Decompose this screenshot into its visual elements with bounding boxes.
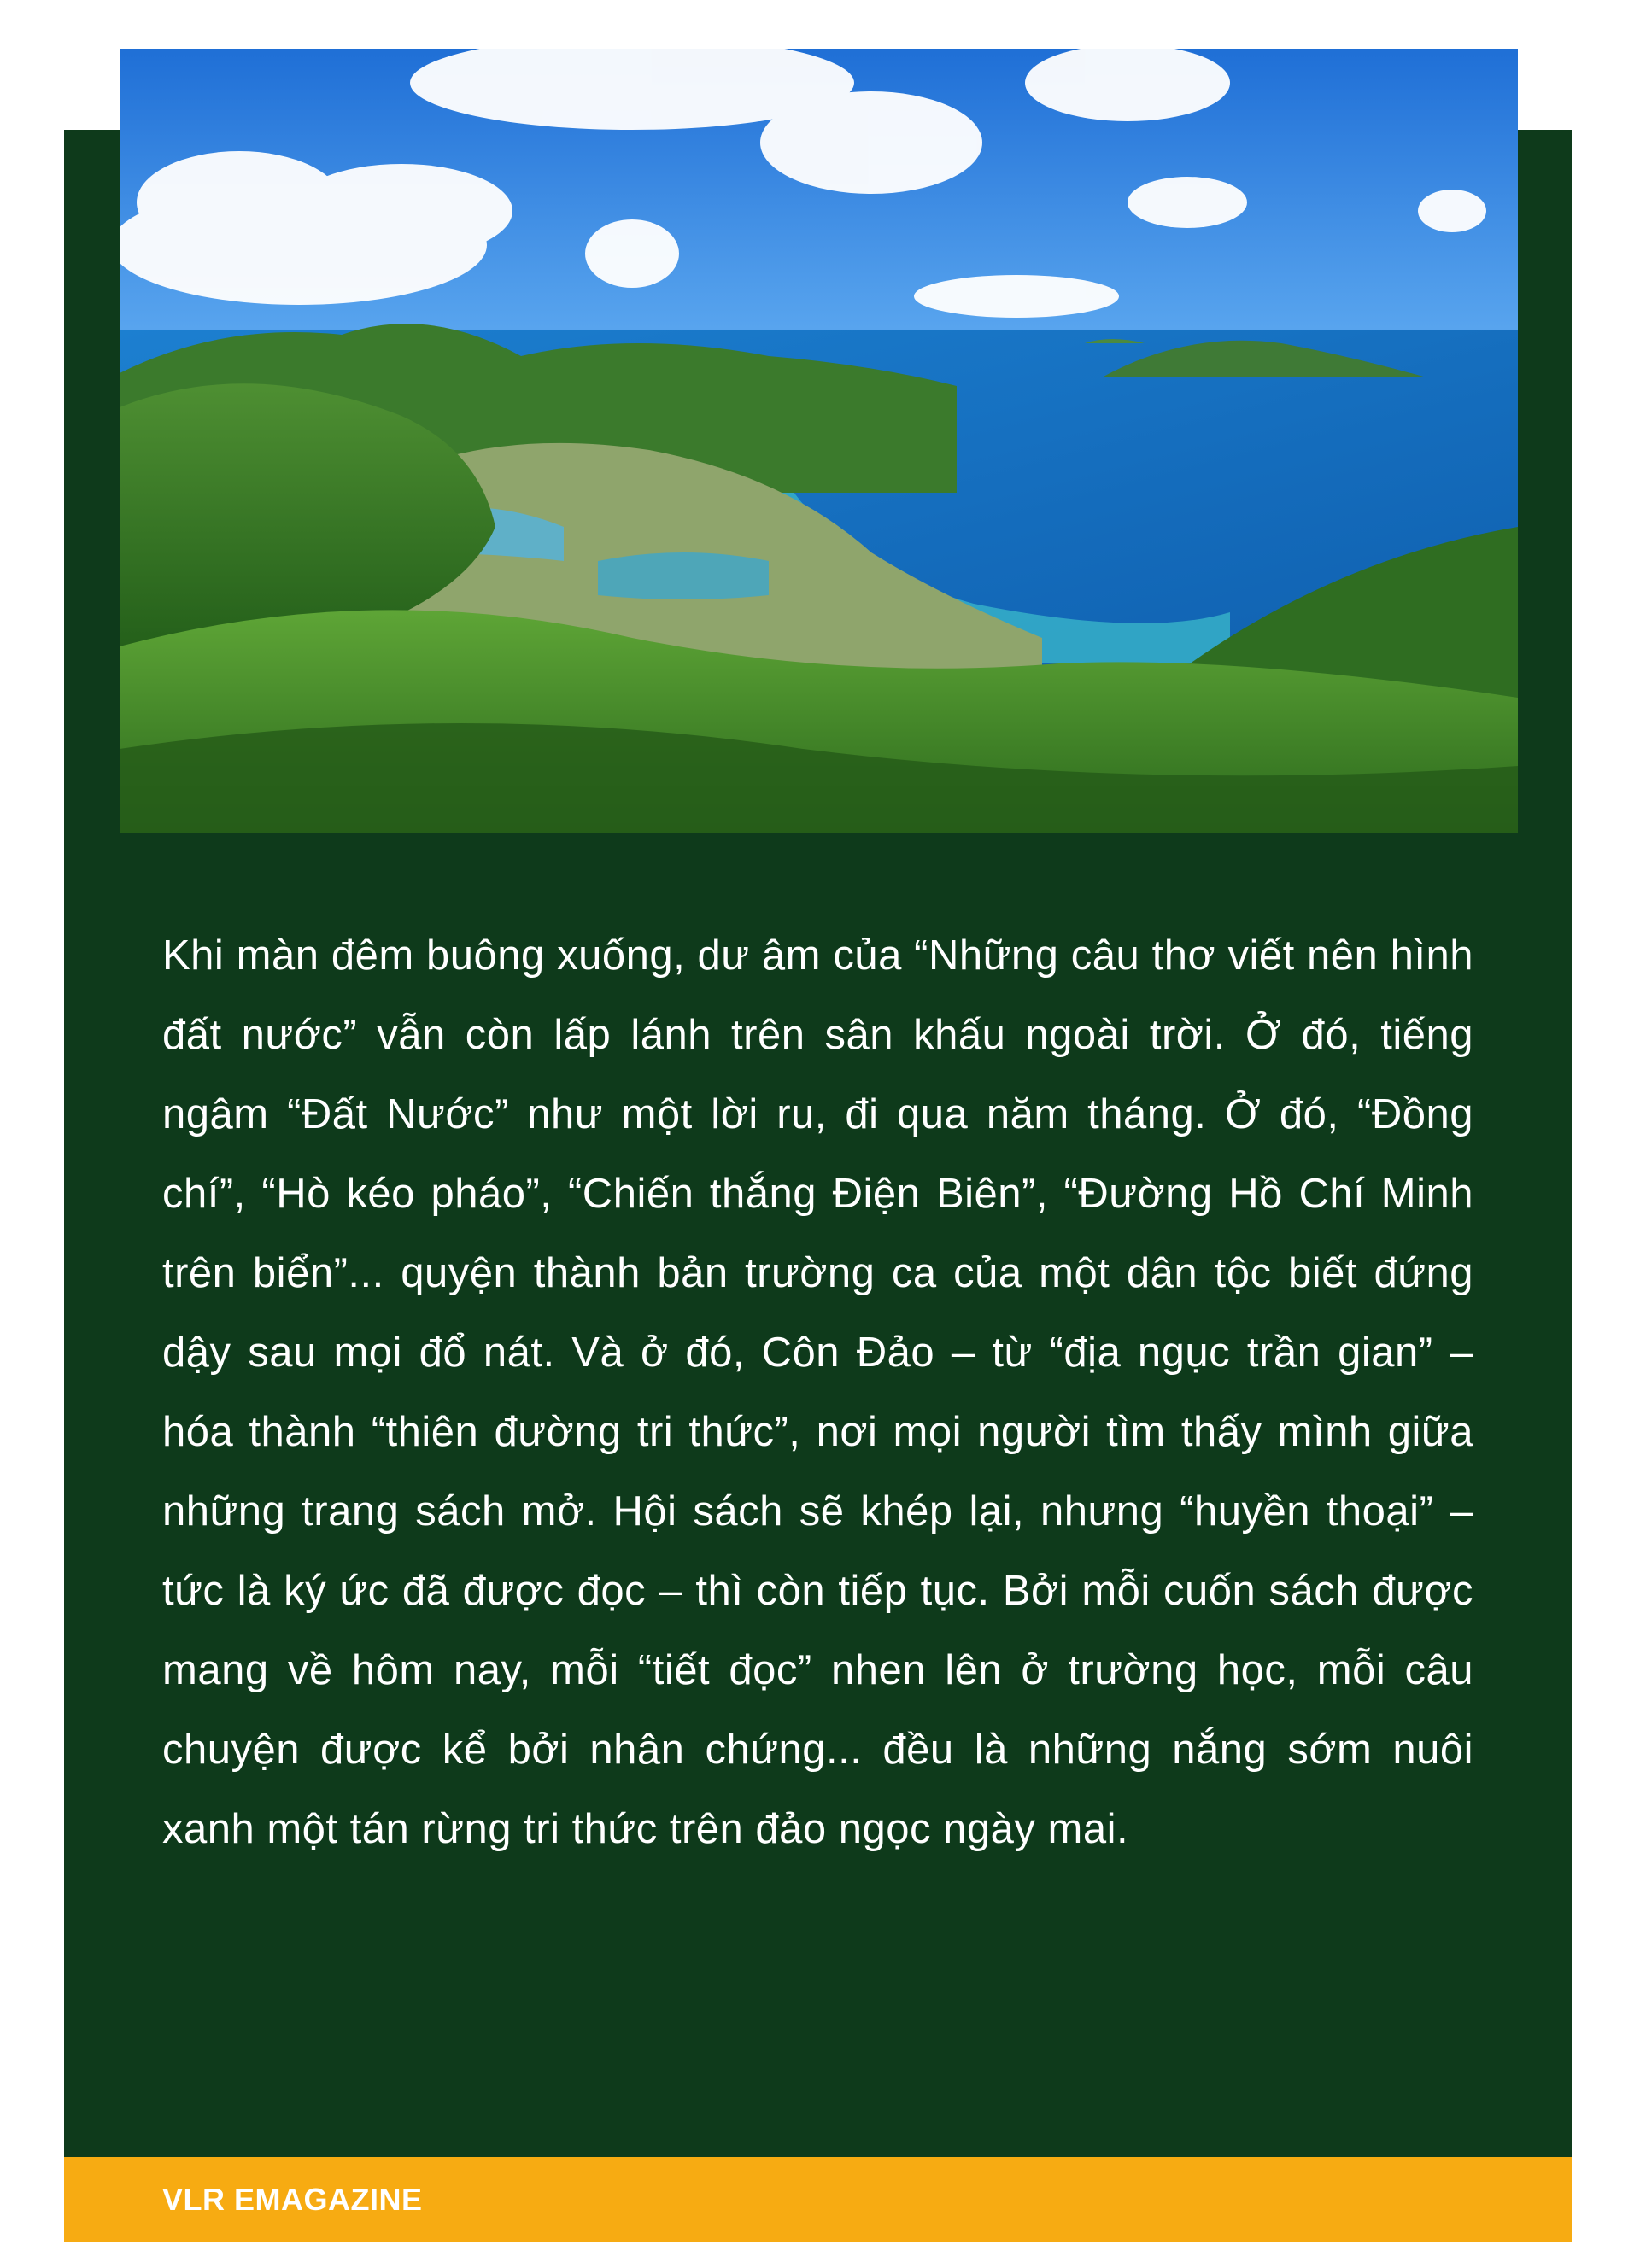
footer-bar [64, 2157, 1572, 2242]
article-paragraph: Khi màn đêm buông xuống, dư âm của “Những câu thơ viết nên hình đất nước” vẫn còn lấp lánh trên sân khấu ngoài trời. Ở đó, tiếng ngâm “Đất Nước” như một lời ru, đi qua năm tháng. Ở đó, “Đồng chí”, “Hò kéo pháo”, “Chiến thắng Điện Biên”, “Đường Hồ Chí Minh trên biển”... quyện thành bản trường ca của một dân tộc biết đứng dậy sau mọi đổ nát. Và ở đó, Côn Đảo – từ “địa ngục trần gian” – hóa thành “thiên đường tri thức”, nơi mọi người tìm thấy mình giữa những trang sách mở. Hội sách sẽ khép lại, nhưng “huyền thoại” – tức là ký ức đã được đọc – thì còn tiếp tục. Bởi mỗi cuốn sách được mang về hôm nay, mỗi “tiết đọc” nhen lên ở trường học, mỗi câu chuyện được kể bởi nhân chứng... đều là những nắng sớm nuôi xanh một tán rừng tri thức trên đảo ngọc ngày mai. [162, 932, 1473, 1852]
island-landscape-photo [120, 49, 1518, 833]
brand-label: VLR EMAGAZINE [162, 2182, 423, 2217]
